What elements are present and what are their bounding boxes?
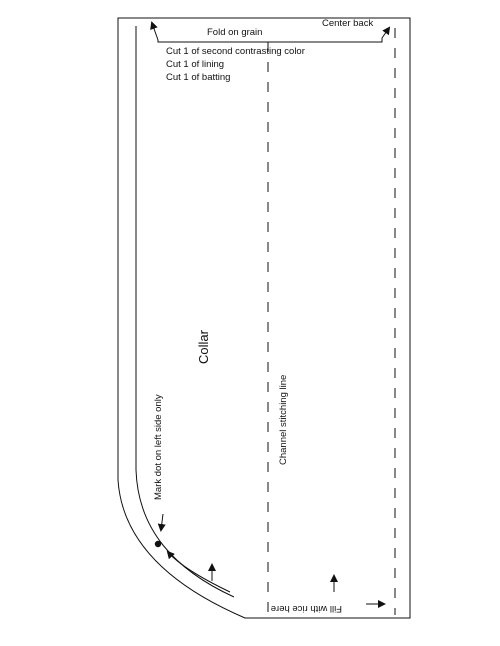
fill-curved-arrow-icon xyxy=(168,552,230,592)
center-back-label: Center back xyxy=(322,18,374,29)
pattern-inner-seam-line xyxy=(136,26,234,597)
fill-with-rice-label: Fill with rice here xyxy=(270,603,342,614)
fold-grain-line xyxy=(158,38,382,42)
mark-dot xyxy=(155,541,161,547)
fold-on-grain-label: Fold on grain xyxy=(207,27,263,38)
cut-instruction-2: Cut 1 of lining xyxy=(166,59,225,70)
mark-dot-arrow-icon xyxy=(161,514,163,530)
cut-instruction-1: Cut 1 of second contrasting color xyxy=(166,46,305,57)
pattern-outer-outline xyxy=(118,18,410,618)
cut-instruction-3: Cut 1 of batting xyxy=(166,72,231,83)
piece-name-label: Collar xyxy=(196,330,211,364)
channel-stitching-label: Channel stitching line xyxy=(278,374,289,465)
fold-right-arrow-icon xyxy=(382,28,389,38)
mark-dot-label: Mark dot on left side only xyxy=(153,394,164,500)
fold-left-arrow-icon xyxy=(152,23,158,40)
